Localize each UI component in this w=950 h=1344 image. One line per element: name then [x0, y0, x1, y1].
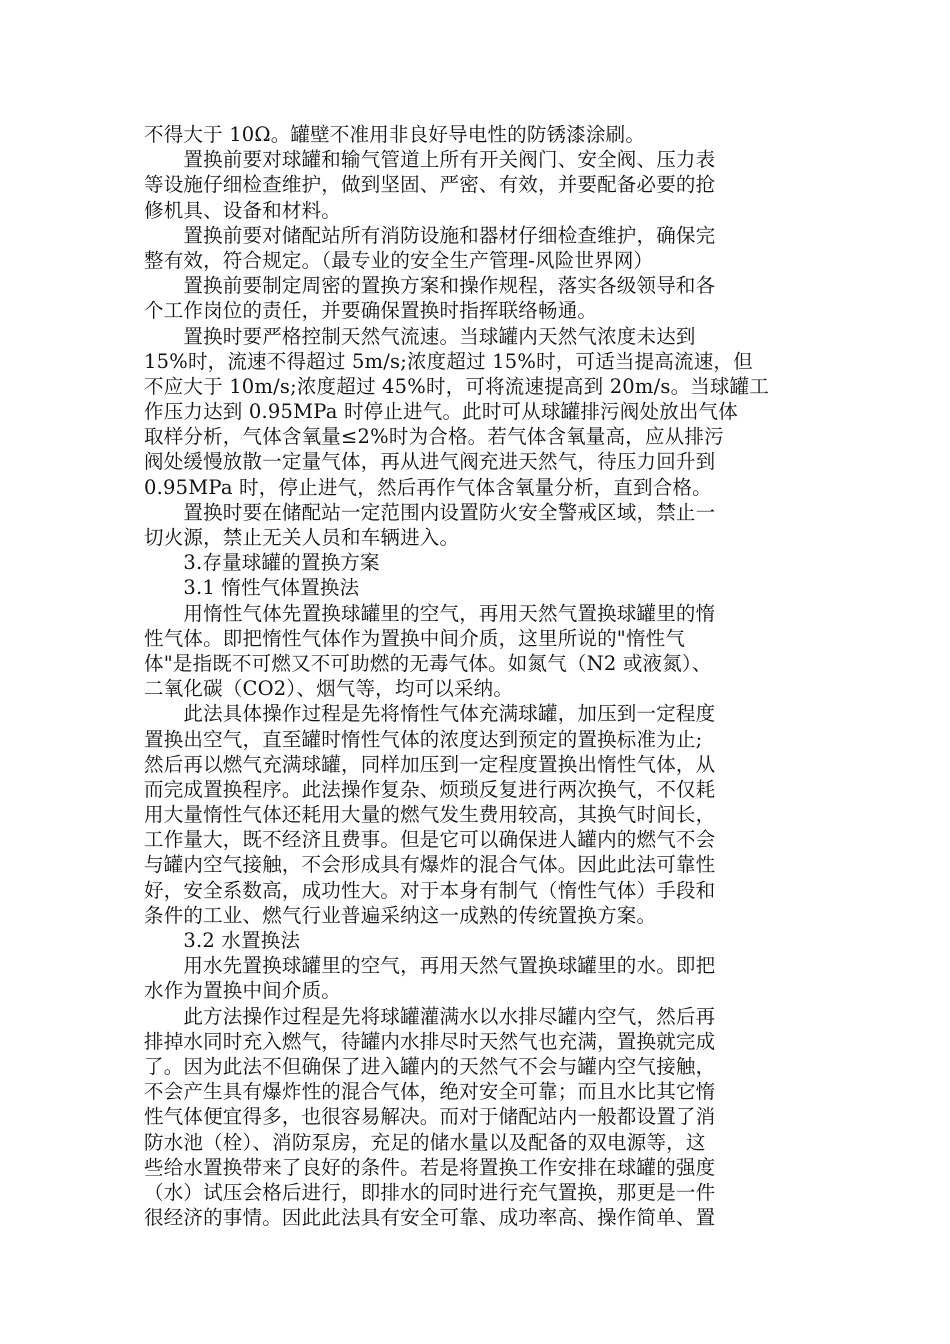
text-line: 不会产生具有爆炸性的混合气体，绝对安全可靠；而且水比其它惰 — [144, 1080, 716, 1104]
text-line: 此法具体操作过程是先将惰性气体充满球罐，加压到一定程度 — [144, 702, 716, 726]
text-line: 然后再以燃气充满球罐，同样加压到一定程度置换出惰性气体，从 — [144, 752, 716, 776]
text-line: 切火源，禁止无关人员和车辆进入。 — [144, 526, 460, 549]
text-line: 用大量惰性气体还耗用大量的燃气发生费用较高，其换气时间长， — [144, 803, 716, 827]
text-line: 水作为置换中间介质。 — [144, 979, 342, 1003]
text-line: 0.95MPa 时，停止进气，然后再作气体含氧量分析，直到合格。 — [144, 475, 712, 499]
text-line: 条件的工业、燃气行业普遍采纳这一成熟的传统置换方案。 — [144, 903, 657, 927]
text-line: 用水先置换球罐里的空气，再用天然气置换球罐里的水。即把 — [144, 954, 716, 978]
text-line: 取样分析，气体含氧量≤2%时为合格。若气体含氧量高，应从排污 — [144, 425, 724, 449]
text-line: 与罐内空气接触，不会形成具有爆炸的混合气体。因此此法可靠性 — [144, 853, 716, 877]
text-line: 作压力达到 0.95MPa 时停止进气。此时可从球罐排污阀处放出气体 — [144, 400, 738, 424]
text-line: 置换前要对储配站所有消防设施和器材仔细检查维护，确保完 — [144, 223, 716, 247]
text-line: 好，安全系数高，成功性大。对于本身有制气（惰性气体）手段和 — [144, 878, 716, 902]
text-line: 很经济的事情。因此此法具有安全可靠、成功率高、操作简单、置 — [144, 1206, 716, 1230]
text-line: 3.存量球罐的置换方案 — [144, 551, 380, 575]
text-line: 些给水置换带来了良好的条件。若是将置换工作安排在球罐的强度 — [144, 1155, 716, 1179]
text-line: 3.1 惰性气体置换法 — [144, 576, 360, 600]
text-line: 15%时，流速不得超过 5m/s;浓度超过 15%时，可适当提高流速，但 — [144, 349, 753, 373]
text-line: 不应大于 10m/s;浓度超过 45%时，可将流速提高到 20m/s。当球罐工 — [144, 374, 770, 398]
text-line: 防水池（栓）、消防泵房，充足的储水量以及配备的双电源等，这 — [144, 1130, 706, 1154]
text-line: 3.2 水置换法 — [144, 929, 301, 952]
text-line: 阀处缓慢放散一定量气体，再从进气阀充进天然气，待压力回升到 — [144, 450, 716, 474]
text-line: 二氧化碳（CO2）、烟气等，均可以采纳。 — [144, 677, 514, 701]
text-line: 置换时要严格控制天然气流速。当球罐内天然气浓度未达到 — [144, 324, 696, 348]
text-line: 等设施仔细检查维护，做到坚固、严密、有效，并要配备必要的抢 — [144, 173, 716, 197]
text-line: 体"是指既不可燃又不可助燃的无毒气体。如氮气（N2 或液氮）、 — [144, 651, 712, 675]
text-line: 不得大于 10Ω。罐壁不准用非良好导电性的防锈漆涂刷。 — [144, 123, 646, 146]
text-line: 置换前要对球罐和输气管道上所有开关阀门、安全阀、压力表 — [144, 148, 716, 172]
text-line: 而完成置换程序。此法操作复杂、烦琐反复进行两次换气，不仅耗 — [144, 777, 716, 801]
text-line: 置换时要在储配站一定范围内设置防火安全警戒区域，禁止一 — [144, 500, 716, 524]
text-line: 此方法操作过程是先将球罐灌满水以水排尽罐内空气，然后再 — [144, 1004, 716, 1028]
text-line: 工作量大，既不经济且费事。但是它可以确保进人罐内的燃气不会 — [144, 828, 716, 852]
text-line: （水）试压会格后进行，即排水的同时进行充气置换，那更是一件 — [144, 1180, 716, 1204]
text-line: 性气体。即把惰性气体作为置换中间介质，这里所说的"惰性气 — [144, 626, 686, 650]
text-line: 用惰性气体先置换球罐里的空气，再用天然气置换球罐里的惰 — [144, 601, 716, 625]
text-line: 了。因为此法不但确保了进入罐内的天然气不会与罐内空气接触， — [144, 1054, 716, 1078]
text-line: 整有效，符合规定。（最专业的安全生产管理-风险世界网） — [144, 248, 654, 272]
text-line: 置换出空气，直至罐时惰性气体的浓度达到预定的置换标准为止; — [144, 727, 703, 751]
document-body — [144, 122, 804, 1230]
text-line: 个工作岗位的责任，并要确保置换时指挥联络畅通。 — [144, 299, 598, 323]
text-line: 修机具、设备和材料。 — [144, 198, 342, 222]
text-line: 排掉水同时充入燃气，待罐内水排尽时天然气也充满，置换就完成 — [144, 1029, 716, 1053]
text-line: 性气体便宜得多，也很容易解决。而对于储配站内一般都设置了消 — [144, 1105, 716, 1129]
text-line: 置换前要制定周密的置换方案和操作规程，落实各级领导和各 — [144, 274, 716, 298]
